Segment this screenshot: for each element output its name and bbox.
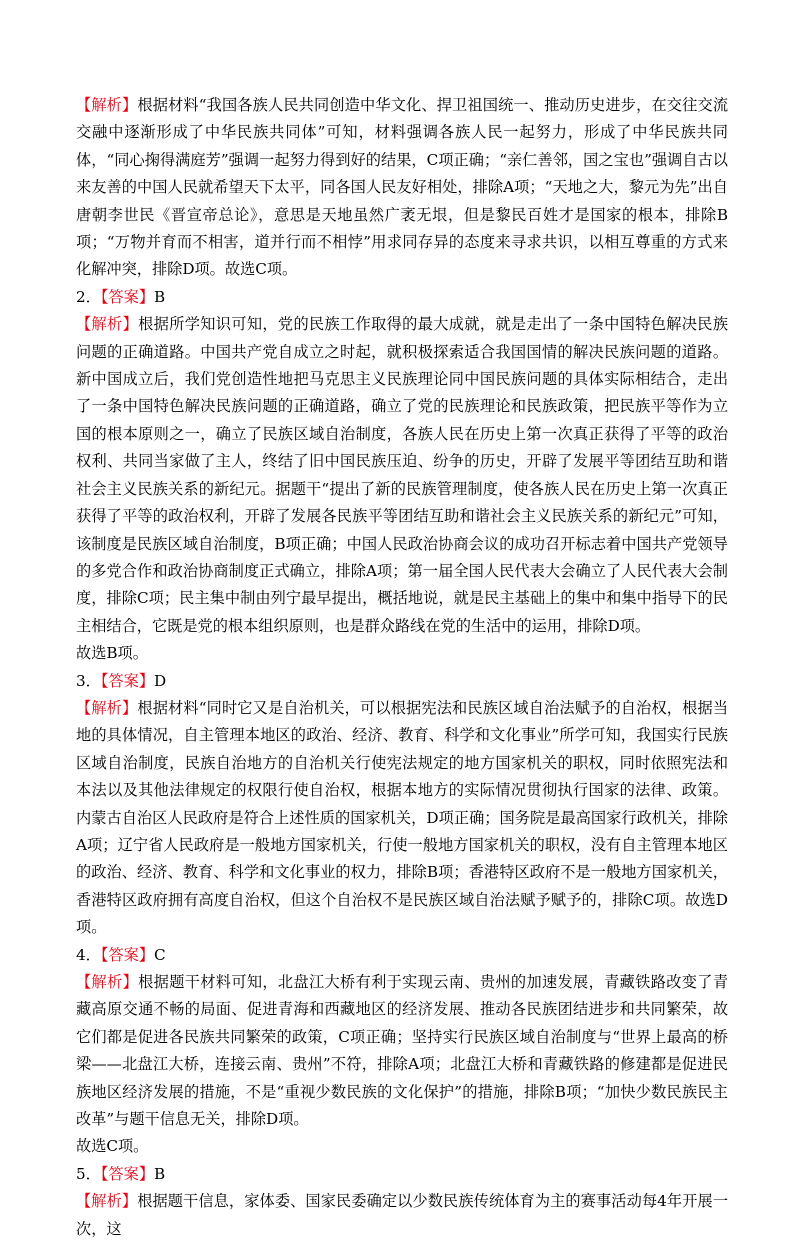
answer-label: 【答案】: [100, 1164, 155, 1183]
item-3-answer: [76, 668, 728, 695]
answer-value: C: [154, 945, 166, 964]
analysis-text: 根据题干信息，家体委、国家民委确定以少数民族传统体育为主的赛事活动每4年开展一次，这: [76, 1192, 729, 1238]
item-4-conclusion: 故选C项。: [76, 1137, 149, 1156]
analysis-text: 根据材料“同时它又是自治机关，可以根据宪法和民族区域自治法赋予的自治权，根据当地的具体情况，自主管理本地区的政治、经济、教育、科学和文化事业”所学可知，我国实行民族区域自治制度，民族自治地方的自治机关行使宪法规定的地方国家机关的职权，同时依照宪法和本法以及其他法律规定的权限行使自治权，根据本地方的实际情况贯彻执行国家的法律、政策。内蒙古自治区人民政府是符合上述性质的国家机关，D项正确；国务院是最高国家行政机关，排除A项；辽宁省人民政府是一般地方国家机关，行使一般地方国家机关的职权，没有自主管理本地区的政治、经济、教育、科学和文化事业的权力，排除B项；香港特区政府不是一般地方国家机关，香港特区政府拥有高度自治权，但这个自治权不是民族区域自治法赋予赋予的，排除C项。故选D项。: [76, 698, 729, 937]
answer-label: 【答案】: [100, 287, 155, 306]
item-3-analysis: [76, 695, 728, 942]
item-4-answer: [76, 942, 728, 969]
answer-value: D: [154, 671, 167, 690]
analysis-label: 【解析】: [76, 1192, 138, 1211]
analysis-text: 根据所学知识可知，党的民族工作取得的最大成就，就是走出了一条中国特色解决民族问题的正确道路。中国共产党自成立之时起，就积极探索适合我国国情的解决民族问题的道路。新中国成立后，我们党创造性地把马克思主义民族理论同中国民族问题的具体实际相结合，走出了一条中国特色解决民族问题的正确道路，确立了党的民族理论和民族政策，把民族平等作为立国的根本原则之一，确立了民族区域自治制度，各族人民在历史上第一次真正获得了平等的政治权利、共同当家做了主人，终结了旧中国民族压迫、纷争的历史，开辟了发展平等团结互助和谐社会主义民族关系的新纪元。据题干“提出了新的民族管理制度，使各族人民在历史上第一次真正获得了平等的政治权利，开辟了发展各民族平等团结互助和谐社会主义民族关系的新纪元”可知，该制度是民族区域自治制度，B项正确；中国人民政治协商会议的成功召开标志着中国共产党领导的多党合作和政治协商制度正式确立，排除A项；第一届全国人民代表大会确立了人民代表大会制度，排除C项；民主集中制由列宁最早提出，概括地说，就是民主基础上的集中和集中指导下的民主相结合，它既是党的根本组织原则，也是群众路线在党的生活中的运用，排除D项。: [76, 315, 729, 635]
analysis-label: 【解析】: [76, 973, 139, 991]
item-2-conclusion: 故选B项。: [76, 644, 148, 663]
analysis-label: 【解析】: [76, 315, 139, 334]
answer-value: B: [154, 287, 166, 306]
item-1-analysis: [76, 92, 728, 284]
item-5-answer: [76, 1161, 728, 1188]
analysis-label: 【解析】: [76, 96, 138, 114]
answer-label: 【答案】: [100, 945, 155, 964]
question-number: 2．: [76, 287, 101, 306]
item-2-analysis: [76, 311, 728, 640]
question-number: 5．: [76, 1164, 101, 1183]
answer-page: [76, 92, 728, 1243]
item-5-analysis: [76, 1188, 728, 1243]
question-number: 4．: [76, 945, 101, 964]
question-number: 3．: [76, 671, 101, 690]
answer-label: 【答案】: [100, 671, 155, 690]
analysis-text: 根据材料“我国各族人民共同创造中华文化、捍卫祖国统一、推动历史进步，在交往交流交融中逐渐形成了中华民族共同体”可知，材料强调各族人民一起努力，形成了中华民族共同体，“同心掬得满庭芳”强调一起努力得到好的结果，C项正确；“亲仁善邻，国之宝也”强调自古以来友善的中国人民就希望天下太平，同各国人民友好相处，排除A项；“天地之大，黎元为先”出自唐朝李世民《晋宣帝总论》，意思是天地虽然广袤无垠，但是黎民百姓才是国家的根本，排除B项；“万物并育而不相害，道并行而不相悖”用求同存异的态度来寻求共识，以相互尊重的方式来化解冲突，排除D项。故选C项。: [76, 96, 729, 279]
answer-value: B: [154, 1164, 166, 1183]
analysis-label: 【解析】: [76, 698, 138, 717]
item-4-analysis: [76, 969, 728, 1133]
item-2-answer: [76, 284, 728, 311]
analysis-text: 根据题干材料可知，北盘江大桥有利于实现云南、贵州的加速发展，青藏铁路改变了青藏高原交通不畅的局面、促进青海和西藏地区的经济发展、推动各民族团结进步和共同繁荣，故它们都是促进各民族共同繁荣的政策，C项正确；坚持实行民族区域自治制度与“世界上最高的桥梁——北盘江大桥，连接云南、贵州”不符，排除A项；北盘江大桥和青藏铁路的修建都是促进民族地区经济发展的措施，不是“重视少数民族的文化保护”的措施，排除B项；“加快少数民族民主改革”与题干信息无关，排除D项。: [76, 973, 729, 1129]
